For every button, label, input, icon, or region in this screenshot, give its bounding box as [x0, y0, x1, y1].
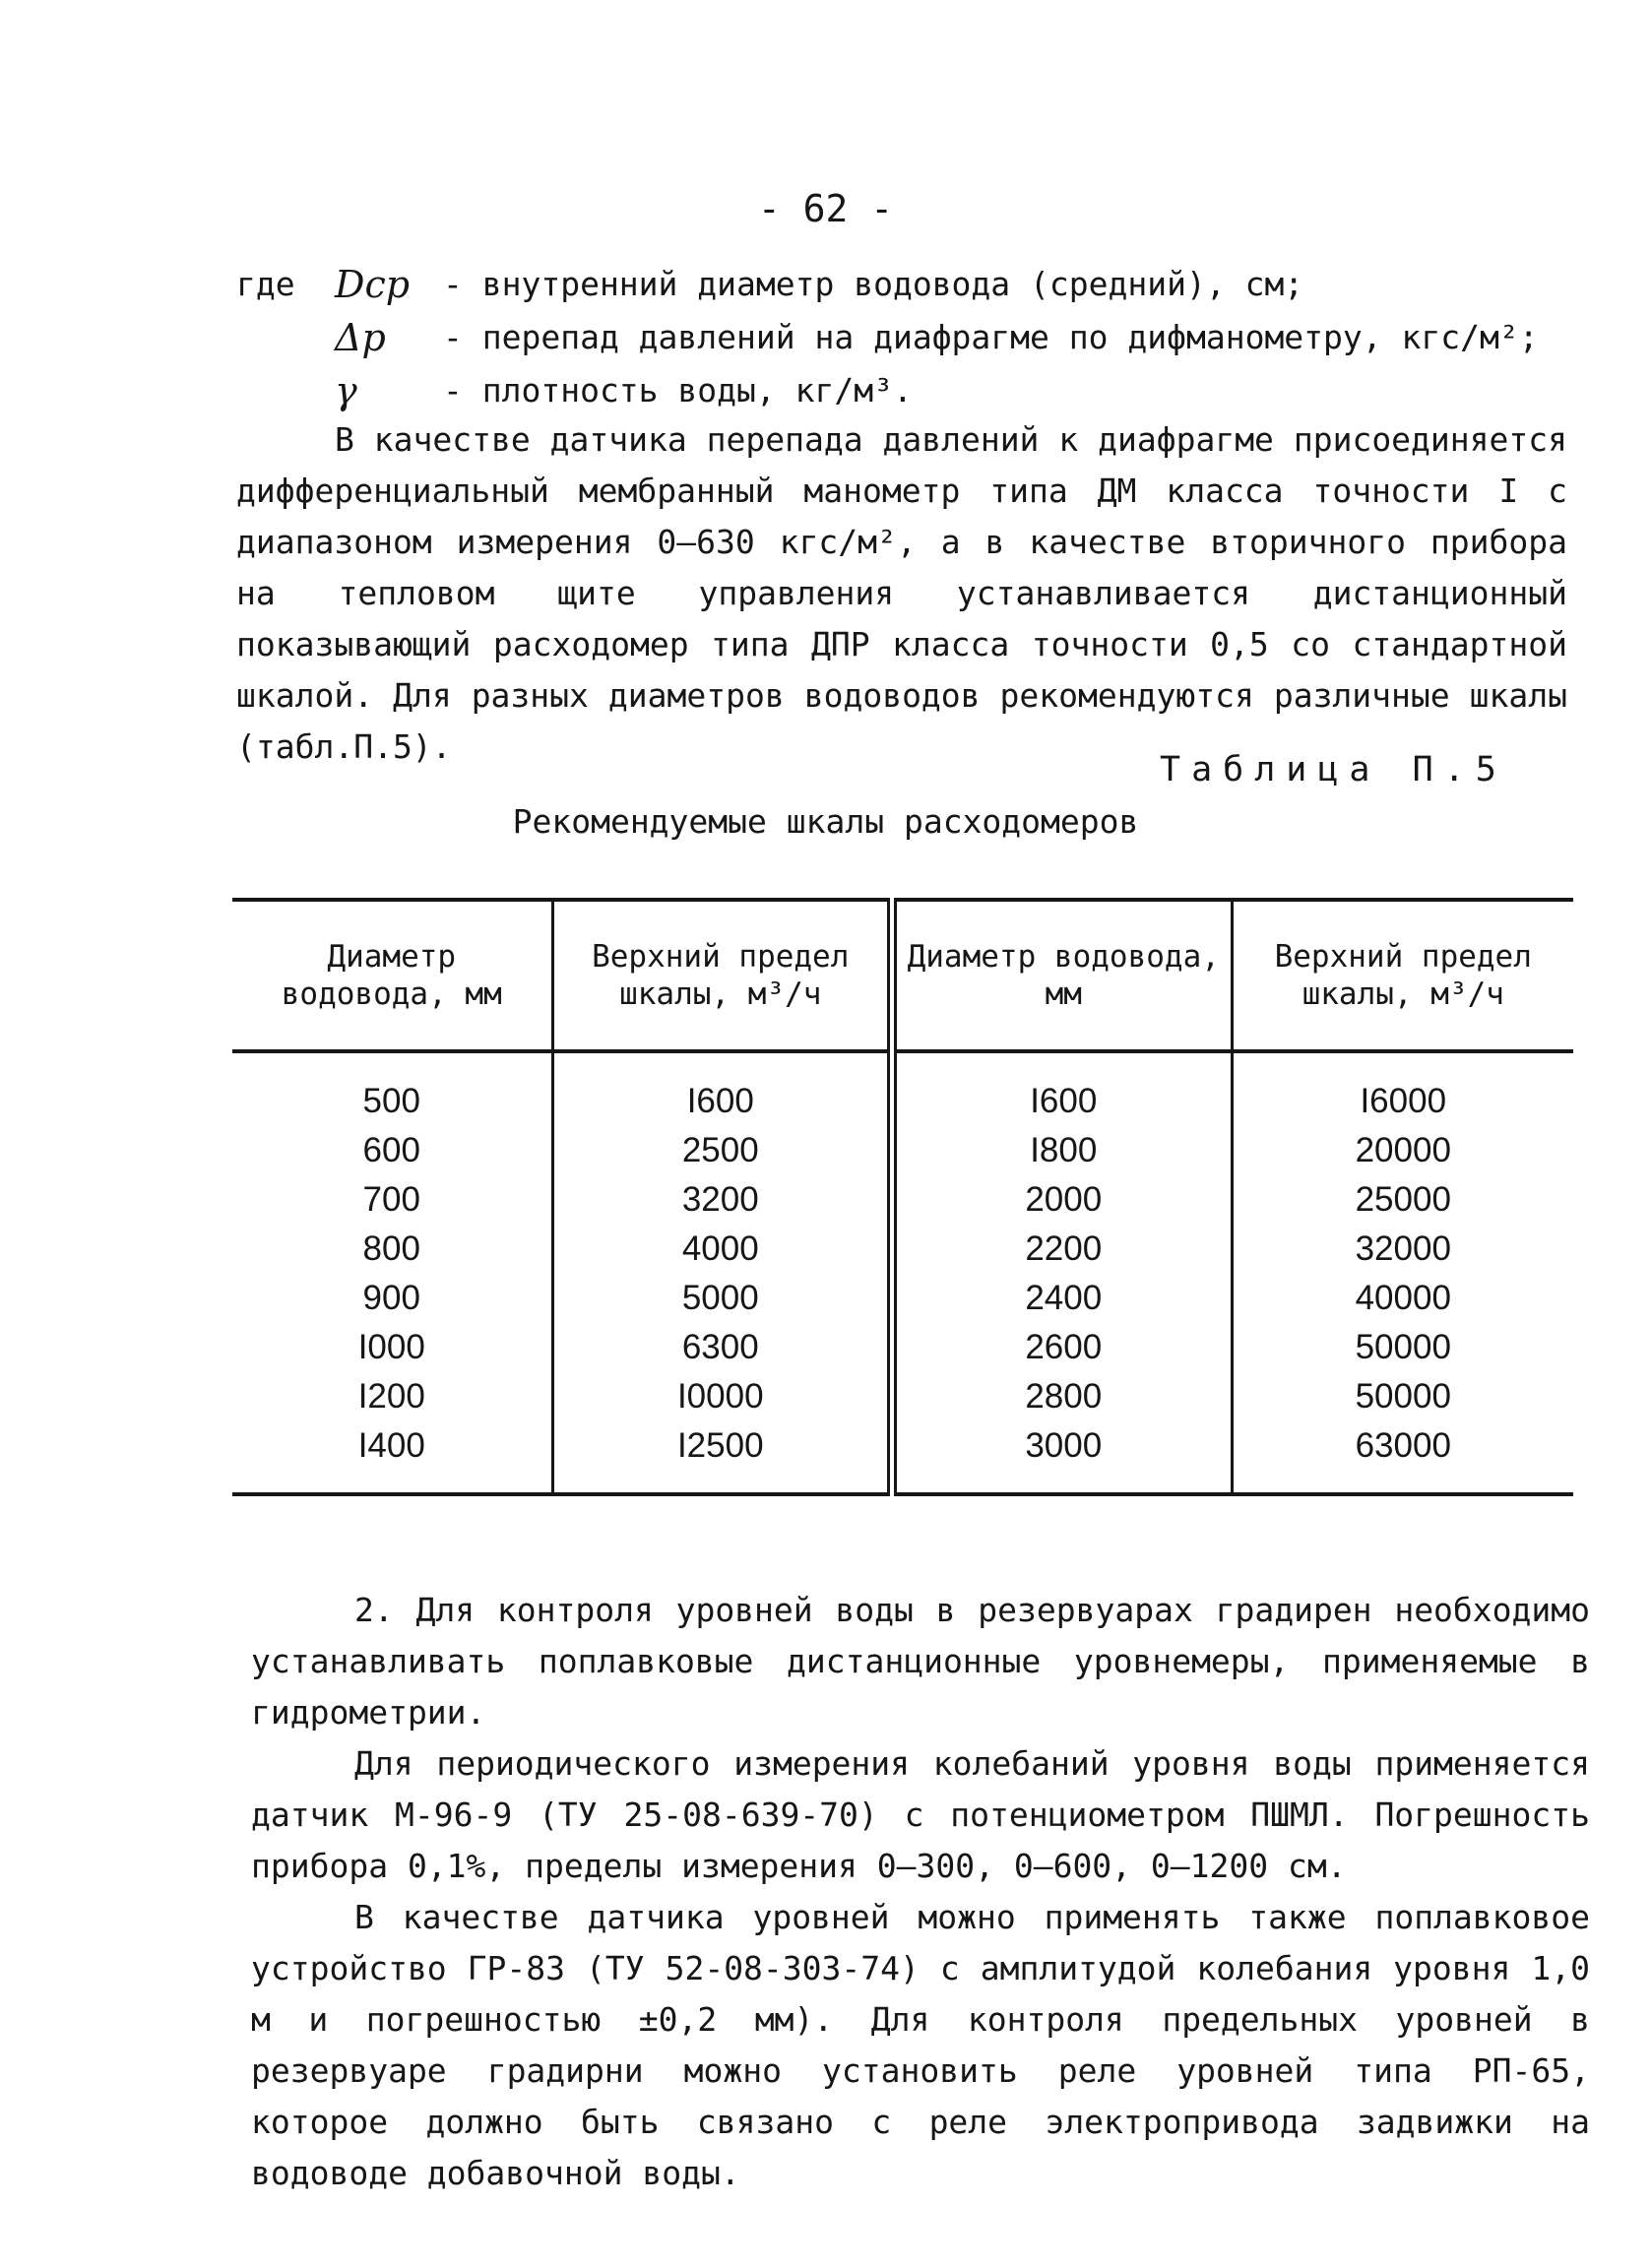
header-scale-limit-2: Верхний предел шкалы, м³/ч	[1232, 900, 1573, 1051]
table-cell: 2500	[552, 1126, 892, 1175]
definition-lead: где	[236, 265, 295, 303]
table-header-row	[232, 900, 1573, 1051]
table-cell: 2000	[892, 1175, 1232, 1225]
page-number: - 62 -	[757, 187, 894, 230]
table-cell: 20000	[1355, 1131, 1451, 1169]
table-cell: 2400	[892, 1274, 1232, 1323]
table-cell: 40000	[1355, 1279, 1451, 1317]
table-cell: I0000	[552, 1372, 892, 1421]
definition-text: - внутренний диаметр водовода (средний), см;	[443, 265, 1304, 303]
table-cell: 6300	[552, 1323, 892, 1372]
table-cell: 900	[232, 1274, 552, 1323]
table-row	[232, 1323, 1573, 1372]
variable-definitions	[236, 258, 1595, 417]
table-cell: 500	[232, 1051, 552, 1126]
table-cell: 2800	[892, 1372, 1232, 1421]
table-cell: 50000	[1355, 1377, 1451, 1416]
table-cell: I2500	[552, 1421, 892, 1494]
table-row	[232, 1225, 1573, 1274]
paragraph-level-control: 2. Для контроля уровней воды в резервуарах градирен необходимо устанавливать поплавковые дистанционные уровнемеры, применяемые в гидрометрии.	[251, 1591, 1590, 1732]
table-cell: 5000	[552, 1274, 892, 1323]
table-row	[232, 1372, 1573, 1421]
header-scale-limit-1: Верхний предел шкалы, м³/ч	[552, 900, 892, 1051]
paragraph-float-device: В качестве датчика уровней можно применять также поплавковое устройство ГР-83 (ТУ 52-08-303-74) с амплитудой колебания уровня 1,0 м и погрешностью ±0,2 мм). Для контроля предельных уровней в резервуаре градирни можно установить реле уровней типа РП-65, которое должно быть связано с реле электропривода задвижки на водоводе добавочной воды.	[251, 1898, 1590, 2192]
table-row	[232, 1051, 1573, 1126]
table-cell: 63000	[1232, 1421, 1573, 1494]
table-cell: 3200	[552, 1175, 892, 1225]
table-cell: 32000	[1355, 1229, 1451, 1268]
table-cell: 2200	[892, 1225, 1232, 1274]
table-row	[232, 1274, 1573, 1323]
table-cell: I200	[232, 1372, 552, 1421]
table-row	[232, 1126, 1573, 1175]
definition-text: - перепад давлений на диафрагме по дифманометру, кгс/м²;	[443, 318, 1539, 356]
table-cell: I600	[892, 1051, 1232, 1126]
table-cell: I6000	[1360, 1082, 1447, 1120]
intro-paragraph: В качестве датчика перепада давлений к диафрагме присоединяется дифференциальный мембранный манометр типа ДМ класса точности I с диапазоном измерения 0–630 кгс/м², а в качестве вторичного прибора на тепловом щите управления устанавливается дистанционный показывающий расходомер типа ДПР класса точности 0,5 со стандартной шкалой. Для разных диаметров водоводов рекомендуются различные шкалы (табл.П.5).	[236, 420, 1567, 766]
table-cell: 800	[232, 1225, 552, 1274]
table-title: Рекомендуемые шкалы расходомеров	[512, 802, 1139, 841]
definition-row	[236, 258, 1595, 311]
definition-symbol: Dср	[335, 263, 411, 306]
definition-symbol: γ	[335, 369, 357, 412]
table-cell: 50000	[1355, 1328, 1451, 1366]
table-cell: 700	[232, 1175, 552, 1225]
definition-row	[236, 364, 1595, 417]
header-diameter-2: Диаметр водовода, мм	[892, 900, 1232, 1051]
table-cell: 600	[232, 1126, 552, 1175]
table-row	[232, 1175, 1573, 1225]
definition-text: - плотность воды, кг/м³.	[443, 371, 913, 410]
table-row	[232, 1421, 1573, 1494]
paragraph-periodic-measurement: Для периодического измерения колебаний уровня воды применяется датчик М-96-9 (ТУ 25-08-639-70) с потенциометром ПШМЛ. Погрешность прибора 0,1%, пределы измерения 0–300, 0–600, 0–1200 см.	[251, 1744, 1590, 1885]
header-diameter-1: Диаметр водовода, мм	[232, 900, 552, 1051]
table-cell: 3000	[892, 1421, 1232, 1494]
table-cell: I000	[232, 1323, 552, 1372]
table-cell: 2600	[892, 1323, 1232, 1372]
table-cell: 25000	[1355, 1180, 1451, 1219]
table-cell: I600	[552, 1051, 892, 1126]
table-cell: 4000	[552, 1225, 892, 1274]
definition-row	[236, 311, 1595, 364]
table-caption: Таблица П.5	[1160, 750, 1507, 789]
table-cell: I800	[892, 1126, 1232, 1175]
definition-symbol: Δp	[335, 316, 386, 359]
table-cell: I400	[232, 1421, 552, 1494]
flowmeter-scales-table	[232, 898, 1573, 1496]
